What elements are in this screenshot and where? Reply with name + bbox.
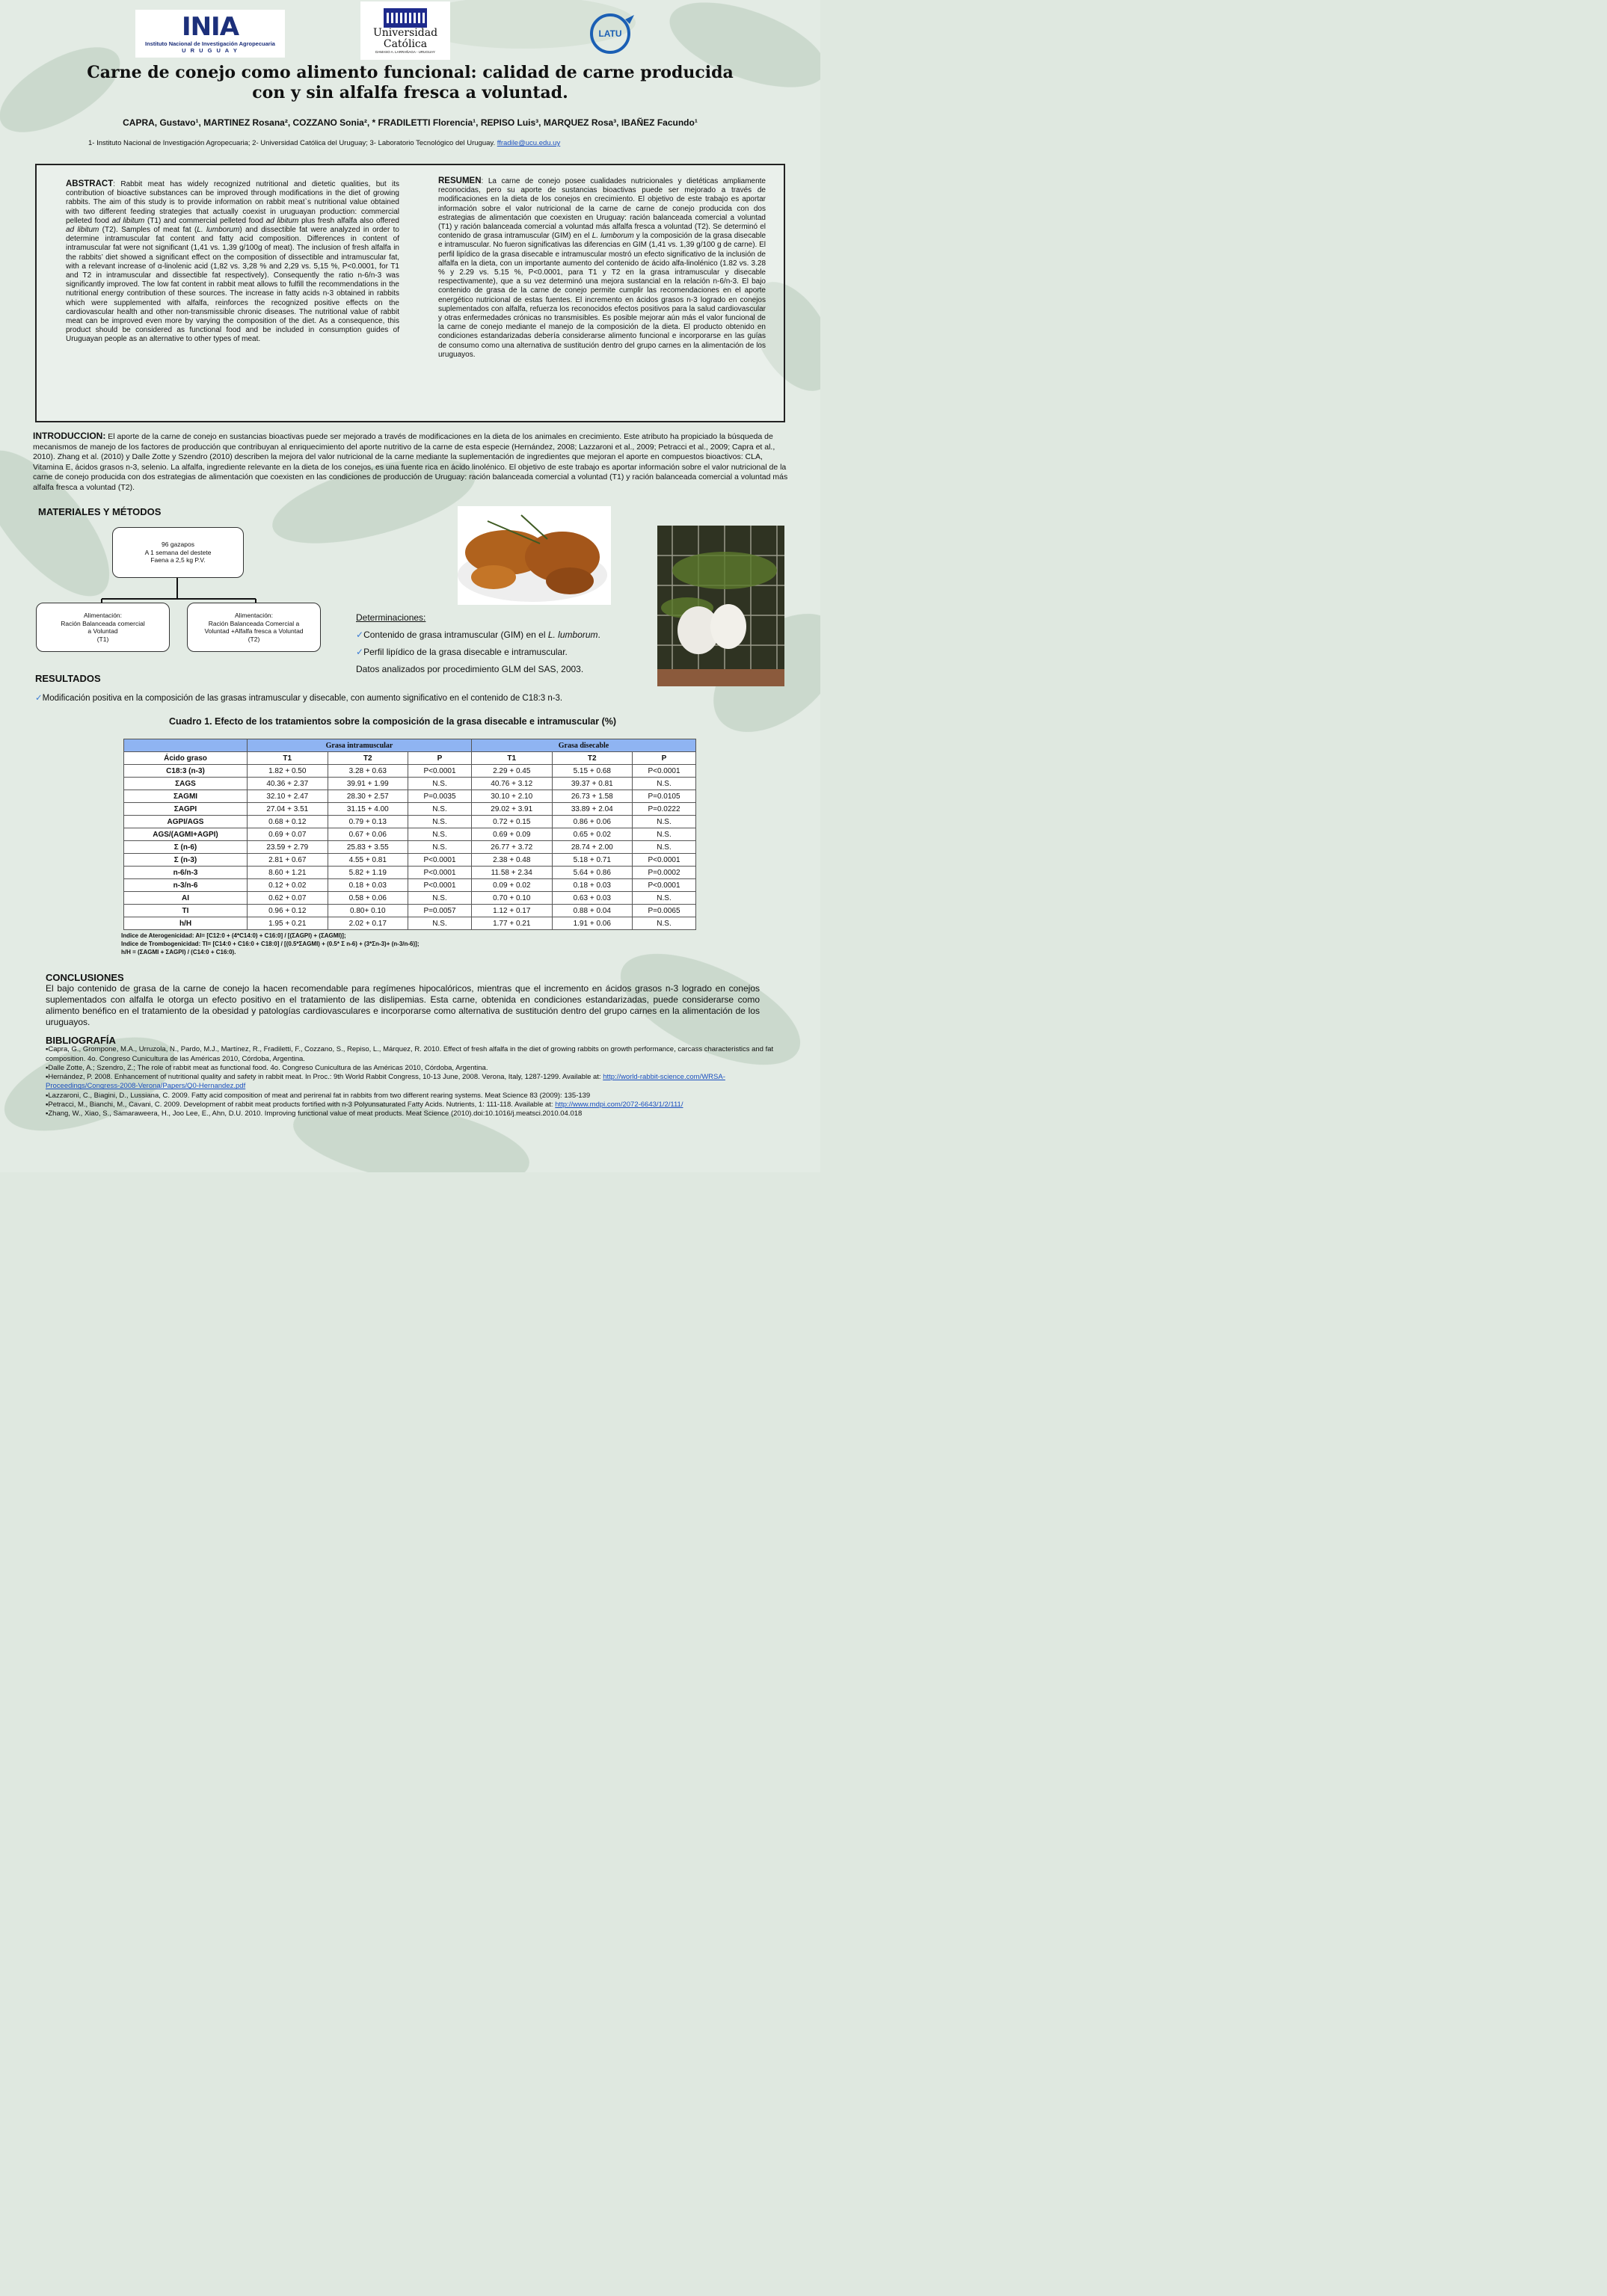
inia-logo-country: U R U G U A Y [182, 47, 239, 54]
table-cell: N.S. [633, 816, 696, 828]
table-cell: 39.91 + 1.99 [328, 778, 408, 790]
note-ai: Indice de Aterogenicidad: AI= [C12:0 + (4*C14:0) + C16:0] / [(ΣAGPI) + (ΣAGMI)]; [121, 932, 346, 939]
reference-item [46, 1064, 775, 1073]
photo-cooked-rabbit [458, 506, 611, 605]
flow-t1-line2: Ración Balanceada comercial [61, 619, 145, 627]
table-cell: 0.65 + 0.02 [552, 828, 633, 841]
bullet-icon: ▪ [46, 1109, 49, 1118]
table-cell: N.S. [408, 816, 472, 828]
table-cell: 1.82 + 0.50 [248, 765, 328, 778]
resumen-p2: y la composición de la grasa disecable e intramuscular. No fueron significativas las diferencias en GIM (1,41 vs. 1,39 g/100 g de carne). El perfil lipídico de la grasa disecable e intramuscular mostró un efecto significativo de la inclusión de alfalfa en la dieta, con un importante aumento del contenido de ácido alfa-linolénico (1.82 vs. 3.28 % y 2.29 vs. 5.15 %, P<0.0001, para T1 y T2 en la grasa intramuscular y disecable respectivamente), que a su vez determinó una mejora sustancial en la relación n-6/n-3. El bajo contenido de grasa de la carne de conejo permite cumplir las recomendaciones en el aporte energético nutricional de estas fuentes. El incremento en ácidos grasos n-3 logrado en conejos suplementados con alfalfa, refuerza los reconocidos efectos positivos para la salud cardiovascular y otras enfermedades crónicas no transmisibles. Es posible mejorar aún más el valor funcional de la carne de conejo mediante el manejo de la composición de la dieta. El producto obtenido en condiciones estandarizadas debería considerarse alimento funcional e incorporarse en las guías de consumo como una alternativa de sustitución dentro del grupo carnes en la alimentación de los uruguayos. [438, 232, 766, 359]
reference-item [46, 1092, 775, 1101]
flow-t2-line3: Voluntad +Alfalfa fresca a Voluntad [204, 627, 304, 635]
row-label: Σ (n-6) [124, 841, 248, 854]
det-note: Datos analizados por procedimiento GLM del SAS, 2003. [356, 664, 584, 674]
table-header-cell: P [408, 752, 472, 765]
table-header-cell: T1 [248, 752, 328, 765]
table-cell: 5.15 + 0.68 [552, 765, 633, 778]
abstract-i1: ad libitum [111, 216, 145, 225]
checkmark-icon: ✓ [356, 630, 364, 640]
flow-gazapos-line1: 96 gazapos [162, 541, 194, 549]
table-row [124, 816, 696, 828]
table-group-disecable: Grasa disecable [471, 739, 695, 752]
affiliations-text: 1- Instituto Nacional de Investigación Agropecuaria; 2- Universidad Católica del Uruguay; 3- Laboratorio Tecnológico del Uruguay. [88, 139, 496, 147]
table-row [124, 803, 696, 816]
table-cell: 0.80+ 0.10 [328, 905, 408, 917]
results-check [35, 692, 562, 703]
table-cell: P=0.0105 [633, 790, 696, 803]
flow-box-t1 [36, 603, 170, 652]
table-cell: 0.96 + 0.12 [248, 905, 328, 917]
det-heading: Determinaciones: [356, 612, 426, 623]
bullet-icon: ▪ [46, 1045, 49, 1054]
table-cell: 2.29 + 0.45 [471, 765, 552, 778]
intro-text: El aporte de la carne de conejo en sustancias bioactivas puede ser mejorado a través de modificaciones en la dieta de los animales en crecimiento. Este atributo ha propiciado la búsqueda de mecanismos de manejo de los factores de producción que contribuyan al enriquecimiento del aporte nutritivo de la carne de esta especie (Hernández, 2008; Lazzaroni et al., 2009; Petracci et al., 2009; Capra et al., 2010). Zhang et al. (2010) y Dalle Zotte y Szendro (2010) describen la mejora del valor nutricional de la carne mediante la suplementación de ingredientes que mejoran el aporte en compuestos bioactivos: CLA, Vitamina E, ácidos grasos n-3, selenio. La alfalfa, ingrediente relevante en la dieta de los conejos, es una fuente rica en ácido linolénico. El objetivo de este trabajo es aportar información sobre el valor nutricional de la carne de conejo producida con dos estrategias de alimentación que coexisten en las condiciones de producción de Uruguay: ración balanceada comercial a voluntad (T1) y ración balanceada comercial a voluntad más alfalfa fresca a voluntad (T2). [33, 432, 788, 492]
table-cell: 0.69 + 0.07 [248, 828, 328, 841]
ucu-logo-name-1: Universidad [372, 26, 438, 39]
email-link[interactable]: ffradile@ucu.edu.uy [497, 139, 561, 147]
conclusiones-text: El bajo contenido de grasa de la carne de conejo la hacen recomendable para regímenes hipocalóricos, mientras que el incremento en ácidos grasos n-3 logrado en conejos suplementados con alfalfa le otorga un efecto positivo en el tratamiento de las dislipemias. Esta carne, obtenida en condiciones estandarizadas, puede considerarse como alimento benéfico en el tratamiento de la obesidad y patologías cardiovasculares e incorporarse como alternativa de sustitución dentro del grupo carnes en la alimentación de los uruguayos. [46, 983, 760, 1027]
conclusiones-heading: CONCLUSIONES [46, 972, 124, 983]
checkmark-icon: ✓ [356, 647, 364, 657]
photo-rabbits-cage [657, 526, 784, 686]
table-cell: N.S. [408, 892, 472, 905]
reference-list [46, 1045, 775, 1118]
reference-item [46, 1045, 775, 1064]
det-item1-pre: Contenido de grasa intramuscular (GIM) en el [363, 630, 548, 640]
table-notes [121, 932, 419, 956]
table-cell: 0.58 + 0.06 [328, 892, 408, 905]
flow-gazapos-line3: Faena a 2,5 kg P.V. [150, 556, 206, 564]
table-header-cell: P [633, 752, 696, 765]
abstract-heading: ABSTRACT [66, 179, 114, 188]
abstract-p2: (T1) and commercial pelleted food [144, 216, 266, 225]
table-cell: 1.95 + 0.21 [248, 917, 328, 930]
table-cell: 0.68 + 0.12 [248, 816, 328, 828]
flow-box-t2 [187, 603, 321, 652]
table-cell: 5.82 + 1.19 [328, 867, 408, 879]
intro-heading: INTRODUCCION: [33, 431, 106, 441]
table-cell: 26.73 + 1.58 [552, 790, 633, 803]
table-cell: 23.59 + 2.79 [248, 841, 328, 854]
table-cell: 0.88 + 0.04 [552, 905, 633, 917]
abstract-p4: (T2). Samples of meat fat ( [99, 226, 197, 235]
table-row [124, 854, 696, 867]
table-cell: 0.72 + 0.15 [471, 816, 552, 828]
poster-title [0, 63, 820, 103]
reference-text: Dalle Zotte, A.; Szendro, Z.; The role of rabbit meat as functional food. 4o. Congreso Cunicultura de las Américas 2010, Córdoba, Argentina. [48, 1063, 488, 1072]
table-cell: 32.10 + 2.47 [248, 790, 328, 803]
reference-text: Hernández, P. 2008. Enhancement of nutritional quality and safety in rabbit meat. In Proc.: 9th World Rabbit Congress, 10-13 June, 2008. Verona, Italy, 1287-1299. Available at: [48, 1073, 603, 1082]
det-item-1 [356, 627, 600, 644]
abstract-p5: ) and dissectible fat were analyzed in order to determine intramuscular fat content and fatty acid composition. Differences in content of intramuscular fat were not significant (1,41 vs. 1,39 g/100g of meat). The inclusion of fresh alfalfa in the rabbits’ diet showed a significant effect on the composition of dissectible and intramuscular fat, with a relevant increase of α-linolenic acid (1,82 vs. 3,28 % and 2,29 vs. 5,15 %, P<0.0001, for T1 and T2 in intramuscular and dissectible fat respectively). Consequently the ratio n-6/n-3 was significantly improved. The low fat content in rabbit meat allows to fulfill the recommendations in the nutritional energy contribution of these sources. The increase in fatty acids n-3 obtained in rabbits which were supplemented with alfalfa, reinforces the recognized positive effects on the cardiovascular health and other non-transmissible chronic diseases. The nutritional value of rabbit meat can be improved even more by varying the composition of the diet. As a consequence, this product should be considered as functional food and be included in consumption guides of Uruguayan people as an alternative to other types of meat. [66, 226, 399, 344]
table-cell: P=0.0065 [633, 905, 696, 917]
resumen-text [438, 176, 766, 360]
table-cell: 1.91 + 0.06 [552, 917, 633, 930]
affiliations [88, 139, 560, 147]
table-cell: 31.15 + 4.00 [328, 803, 408, 816]
table-cell: 40.76 + 3.12 [471, 778, 552, 790]
table-cell: 5.64 + 0.86 [552, 867, 633, 879]
bullet-icon: ▪ [46, 1101, 49, 1109]
results-check-text: Modificación positiva en la composición de las grasas intramuscular y disecable, con aumento significativo en el contenido de C18:3 n-3. [42, 694, 563, 703]
table-cell: 5.18 + 0.71 [552, 854, 633, 867]
flow-t2-line1: Alimentación: [234, 612, 274, 619]
introduccion [33, 431, 790, 493]
abstract-i4: L. lumborum [197, 226, 240, 235]
abstract-p3: plus fresh alfalfa also offered [298, 216, 399, 225]
table-row [124, 828, 696, 841]
table-cell: 28.30 + 2.57 [328, 790, 408, 803]
table-cell: P<0.0001 [633, 879, 696, 892]
table-cell: N.S. [633, 841, 696, 854]
det-item1-post: . [597, 630, 600, 640]
results-table [123, 739, 696, 930]
det-item2-text: Perfil lipídico de la grasa disecable e intramuscular. [363, 647, 568, 657]
ucu-logo-name-2: Católica [383, 37, 428, 50]
abstract-box [35, 164, 785, 422]
table-cell: N.S. [633, 828, 696, 841]
table-cell: 2.38 + 0.48 [471, 854, 552, 867]
table-cell: 0.69 + 0.09 [471, 828, 552, 841]
ucu-logo [360, 1, 450, 60]
abstract-i3: ad libitum [66, 226, 99, 235]
table-cell: 2.02 + 0.17 [328, 917, 408, 930]
table-header-cell: T2 [328, 752, 408, 765]
table-cell: 40.36 + 2.37 [248, 778, 328, 790]
table-cell: 4.55 + 0.81 [328, 854, 408, 867]
bullet-icon: ▪ [46, 1073, 49, 1082]
row-label: n-3/n-6 [124, 879, 248, 892]
table-cell: 8.60 + 1.21 [248, 867, 328, 879]
table-cell: 29.02 + 3.91 [471, 803, 552, 816]
table-row [124, 917, 696, 930]
table-cell: 0.18 + 0.03 [552, 879, 633, 892]
table-cell: 33.89 + 2.04 [552, 803, 633, 816]
table-cell: P<0.0001 [408, 765, 472, 778]
ucu-logo-sub: DAMASO A. LARRAÑAGA - URUGUAY [375, 49, 435, 54]
row-label: TI [124, 905, 248, 917]
reference-text: Petracci, M., Bianchi, M., Cavani, C. 2009. Development of rabbit meat products fortified with n-3 Polyunsaturated Fatty Acids. Nutrients, 1: 111-118. Available at: [48, 1101, 556, 1109]
checkmark-icon: ✓ [35, 694, 43, 703]
determinaciones [356, 609, 600, 678]
table-row [124, 867, 696, 879]
table-cell: N.S. [633, 778, 696, 790]
table-cell: N.S. [633, 892, 696, 905]
table-cell: 0.62 + 0.07 [248, 892, 328, 905]
table-cell: 1.77 + 0.21 [471, 917, 552, 930]
table-row [124, 778, 696, 790]
table-cell: P<0.0001 [408, 867, 472, 879]
table-cell: P=0.0057 [408, 905, 472, 917]
reference-item [46, 1101, 775, 1109]
table-cell: 30.10 + 2.10 [471, 790, 552, 803]
bullet-icon: ▪ [46, 1063, 49, 1072]
resumen-i1: L. lumborum [592, 232, 634, 241]
row-label: ΣAGMI [124, 790, 248, 803]
inia-logo-mark: INIA [181, 12, 239, 42]
table-header-row [124, 752, 696, 765]
reference-item [46, 1073, 775, 1092]
table-cell: P=0.0002 [633, 867, 696, 879]
table-cell: 0.12 + 0.02 [248, 879, 328, 892]
resumen-heading: RESUMEN [438, 176, 482, 185]
table-row [124, 879, 696, 892]
table-cell: 0.63 + 0.03 [552, 892, 633, 905]
det-item-2 [356, 644, 600, 661]
table-body [124, 765, 696, 930]
table-cell: 3.28 + 0.63 [328, 765, 408, 778]
table-cell: 39.37 + 0.81 [552, 778, 633, 790]
authors: CAPRA, Gustavo¹, MARTINEZ Rosana², COZZANO Sonia², * FRADILETTI Florencia¹, REPISO Luis³, MARQUEZ Rosa³, IBAÑEZ Facundo¹ [123, 117, 698, 128]
resumen-p1: : La carne de conejo posee cualidades nutricionales y dietéticas ampliamente reconocidas, pero su aporte de sustancias bioactivas puede ser mejorado a través de modificaciones en la dieta de los conejos en crecimiento. El objetivo de este trabajo es aportar información sobre el valor nutricional de la carne de carne de conejo producida con dos estrategias de alimentación que coexisten en Uruguay: ración balanceada comercial a voluntad (T1) y ración balanceada comercial a voluntad más alfalfa fresca a voluntad (T2). Se determinó el contenido de grasa intramuscular (GIM) en el [438, 177, 766, 241]
row-label: AI [124, 892, 248, 905]
row-label: h/H [124, 917, 248, 930]
inia-logo [135, 10, 285, 58]
table-cell: P<0.0001 [633, 854, 696, 867]
table-row [124, 790, 696, 803]
flow-t1-line3: a Voluntad [87, 627, 118, 635]
table-cell: 0.86 + 0.06 [552, 816, 633, 828]
results-table-wrap [123, 739, 696, 930]
table-cell: 28.74 + 2.00 [552, 841, 633, 854]
inia-logo-name: Instituto Nacional de Investigación Agropecuaria [145, 40, 275, 47]
row-label: AGPI/AGS [124, 816, 248, 828]
table-cell: N.S. [633, 917, 696, 930]
table-cell: N.S. [408, 841, 472, 854]
table-cell: 25.83 + 3.55 [328, 841, 408, 854]
bibliografia [46, 1036, 775, 1119]
table-caption: Cuadro 1. Efecto de los tratamientos sobre la composición de la grasa disecable e intramuscular (%) [168, 716, 617, 727]
row-label: AGS/(AGMI+AGPI) [124, 828, 248, 841]
methods-heading: MATERIALES Y MÉTODOS [38, 506, 162, 517]
table-header-cell: T1 [471, 752, 552, 765]
table-cell: N.S. [408, 828, 472, 841]
table-cell: 0.67 + 0.06 [328, 828, 408, 841]
table-cell: P<0.0001 [408, 854, 472, 867]
reference-text: Lazzaroni, C., Biagini, D., Lussiana, C. 2009. Fatty acid composition of meat and perirenal fat in rabbits from two different rearing systems. Meat Science 83 (2009): 135-139 [48, 1091, 591, 1100]
row-label: ΣAGS [124, 778, 248, 790]
det-item1-it: L. lumborum [547, 630, 598, 640]
note-hh: h/H = (ΣAGMI + ΣAGPI) / (C14:0 + C16:0). [121, 949, 236, 955]
table-corner [124, 739, 248, 752]
table-cell: 0.09 + 0.02 [471, 879, 552, 892]
university-building-icon [384, 8, 427, 28]
row-label: Σ (n-3) [124, 854, 248, 867]
flow-t1-line4: (T1) [96, 635, 109, 643]
flow-diagram [36, 527, 324, 658]
flow-box-gazapos [112, 527, 244, 578]
flow-gazapos-line2: A 1 semana del destete [144, 548, 212, 556]
table-cell: 27.04 + 3.51 [248, 803, 328, 816]
reference-text: Capra, G., Grompone, M.A., Urruzola, N., Pardo, M.J., Martínez, R., Fradiletti, F., Cozzano, S., Repiso, L., Márquez, R. 2010. Effect of fresh alfalfa in the diet of growing rabbits on growth performance, carcass characteristics and fat composition. 4o. Congreso Cunicultura de las Américas 2010, Córdoba, Argentina. [46, 1045, 774, 1063]
bibliografia-heading: BIBLIOGRAFÍA [46, 1035, 116, 1046]
reference-item [46, 1109, 775, 1118]
reference-link[interactable]: http://www.mdpi.com/2072-6643/1/2/111/ [555, 1101, 683, 1109]
reference-link[interactable]: http://world-rabbit-science.com/WRSA-Proceedings/Congress-2008-Verona/Papers/Q0-Hernandez.pdf [46, 1073, 725, 1091]
table-cell: 11.58 + 2.34 [471, 867, 552, 879]
bullet-icon: ▪ [46, 1091, 49, 1100]
latu-logo [580, 9, 640, 58]
row-label: C18:3 (n-3) [124, 765, 248, 778]
results-heading: RESULTADOS [35, 673, 101, 684]
table-cell: 0.18 + 0.03 [328, 879, 408, 892]
table-row [124, 841, 696, 854]
table-row [124, 905, 696, 917]
flow-t1-line1: Alimentación: [83, 612, 123, 619]
table-cell: 1.12 + 0.17 [471, 905, 552, 917]
table-cell: 26.77 + 3.72 [471, 841, 552, 854]
abstract-text [66, 179, 399, 345]
table-cell: N.S. [408, 778, 472, 790]
table-cell: 2.81 + 0.67 [248, 854, 328, 867]
table-row [124, 765, 696, 778]
table-header-cell: Ácido graso [124, 752, 248, 765]
row-label: n-6/n-3 [124, 867, 248, 879]
table-header-cell: T2 [552, 752, 633, 765]
row-label: ΣAGPI [124, 803, 248, 816]
table-cell: N.S. [408, 803, 472, 816]
latu-logo-name: LATU [598, 28, 622, 39]
table-cell: P=0.0035 [408, 790, 472, 803]
table-cell: N.S. [408, 917, 472, 930]
table-group-intramuscular: Grasa intramuscular [248, 739, 472, 752]
flow-t2-line2: Ración Balanceada Comercial a [208, 619, 300, 627]
reference-text: Zhang, W., Xiao, S., Samaraweera, H., Joo Lee, E., Ahn, D.U. 2010. Improving functional value of meat products. Meat Science (2010).doi:10.1016/j.meatsci.2010.04.018 [48, 1109, 583, 1118]
flow-t2-line4: (T2) [248, 635, 260, 643]
title-line-1: Carne de conejo como alimento funcional: calidad de carne producida [87, 63, 734, 82]
table-cell: P<0.0001 [633, 765, 696, 778]
abstract-i2: ad libitum [265, 216, 299, 225]
table-cell: P=0.0222 [633, 803, 696, 816]
table-cell: 0.70 + 0.10 [471, 892, 552, 905]
table-cell: 0.79 + 0.13 [328, 816, 408, 828]
abstract-p1: : Rabbit meat has widely recognized nutritional and dietetic qualities, but its contribution of bioactive substances can be improved through modifications in the diet of growing rabbits. The aim of this study is to provide information on rabbit meat`s nutritional value obtained with two different feeding strategies that actually coexist in uruguayan production: commercial pelleted food [66, 180, 399, 225]
title-line-2: con y sin alfalfa fresca a voluntad. [252, 83, 568, 102]
table-cell: P<0.0001 [408, 879, 472, 892]
note-ti: Indice de Trombogenicidad: TI= [C14:0 + C16:0 + C18:0] / [(0.5*ΣAGMI) + (0.5* Σ n-6) + (3*Σn-3)+ (n-3/n-6)]; [121, 941, 420, 947]
conclusiones [46, 972, 760, 1028]
table-row [124, 892, 696, 905]
